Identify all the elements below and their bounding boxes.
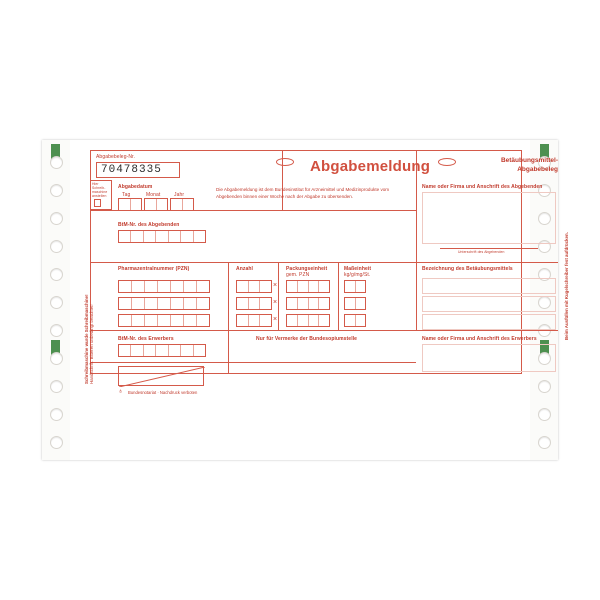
packungseinheit-field-row1[interactable] (286, 280, 330, 293)
vermerke-label: Nur für Vermerke der Bundesopiumstelle (256, 336, 358, 342)
btm-nr-erwerbers-label: BtM-Nr. des Erwerbers (118, 336, 174, 342)
bezeichnung-field-row2[interactable] (422, 296, 556, 312)
right-vertical-note: Beim Ausfüllen mit Kugelschreiber fest aufdrücken. (564, 232, 569, 340)
typewriter-hint-line2: Schreib- (92, 186, 106, 190)
feed-hole (538, 436, 551, 449)
bezeichnung-field-row3[interactable] (422, 314, 556, 330)
typewriter-hint-line4: anstellen (92, 194, 107, 198)
anzahl-field-row3[interactable] (236, 314, 272, 327)
pzn-field-row1[interactable] (118, 280, 210, 293)
feed-hole (50, 156, 63, 169)
masseinheit-field-row2[interactable] (344, 297, 366, 310)
stamp-area-divider (90, 362, 416, 363)
column-divider-masseinheit (338, 262, 339, 330)
abgabedatum-jahr-field[interactable] (170, 198, 194, 211)
packungseinheit-field-row3[interactable] (286, 314, 330, 327)
column-divider-packungseinheit (278, 262, 279, 330)
typewriter-hint-marker (94, 199, 101, 207)
typewriter-hint-line1: Hier (92, 182, 99, 186)
serial-number-value: 70478335 (101, 164, 162, 176)
feed-hole (50, 240, 63, 253)
printed-form (70, 140, 569, 460)
print-registration-oval (438, 158, 456, 166)
pzn-field-row2[interactable] (118, 297, 210, 310)
middle-band-top-divider (90, 262, 558, 263)
feed-hole (50, 212, 63, 225)
feed-hole (538, 380, 551, 393)
middle-band-bottom-divider (90, 330, 416, 331)
packungseinheit-field-row2[interactable] (286, 297, 330, 310)
feed-hole (50, 380, 63, 393)
stamp-box-diagonal (119, 367, 205, 387)
feed-hole (50, 352, 63, 365)
feed-hole (50, 408, 63, 421)
document-subtitle-line2: Abgabebeleg (517, 166, 558, 173)
masseinheit-field-row1[interactable] (344, 280, 366, 293)
feed-hole (50, 436, 63, 449)
bezeichnung-field-row1[interactable] (422, 278, 556, 294)
abgabedatum-label: Abgabedatum (118, 184, 153, 190)
name-erwerbers-field[interactable] (422, 344, 556, 372)
name-erwerbers-label: Name oder Firma und Anschrift des Erwerbers (422, 336, 537, 342)
feed-hole (538, 408, 551, 421)
abgabedatum-tag-field[interactable] (118, 198, 142, 211)
name-abgebenden-label: Name oder Firma und Anschrift des Abgebenden (422, 184, 543, 190)
masseinheit-label: Maßeinheit (344, 266, 372, 272)
abgabedatum-monat-field[interactable] (144, 198, 168, 211)
column-divider-anzahl (228, 262, 229, 330)
left-vertical-note-2: Handschrift: Bitteren unbedingt beachtet! (89, 304, 94, 384)
btm-nr-erwerbers-field[interactable] (118, 344, 206, 357)
feed-hole (50, 324, 63, 337)
feed-hole (50, 296, 63, 309)
document-title: Abgabemeldung (310, 158, 431, 175)
masseinheit-sublabel: kg/g/mg/St. (344, 272, 371, 278)
jahr-label: Jahr (174, 192, 185, 198)
form-sheet (42, 140, 569, 460)
eagle-icon: ♁ (118, 388, 124, 395)
packungseinheit-sublabel: gem. PZN (286, 272, 310, 278)
pzn-field-row3[interactable] (118, 314, 210, 327)
btm-nr-abgebenden-label: BtM-Nr. des Abgebenden (118, 222, 180, 228)
serial-number-label: Abgabebeleg-Nr. (96, 154, 136, 160)
left-vertical-note-1: Schreibmaschine wurde Schreibmaschine! (84, 294, 89, 384)
print-registration-oval (276, 158, 294, 166)
anzahl-field-row2[interactable] (236, 297, 272, 310)
multiply-symbol-row2: × (273, 299, 278, 306)
multiply-symbol-row3: × (273, 316, 278, 323)
bottom-column-divider (228, 330, 229, 374)
typewriter-hint-line3: maschine (92, 190, 108, 194)
packungseinheit-label: Packungseinheit (286, 266, 328, 272)
feed-hole (50, 184, 63, 197)
multiply-symbol-row1: × (273, 282, 278, 289)
unterschrift-label: Unterschrift des Abgebenden (458, 250, 505, 254)
right-column-divider (416, 150, 417, 330)
btm-nr-abgebenden-field[interactable] (118, 230, 206, 243)
masseinheit-field-row3[interactable] (344, 314, 366, 327)
submission-notice: Die Abgabemeldung ist dem Bundesinstitut für Arzneimittel und Medizinprodukte vom Abgebenden binnen einer Woche nach der Abgabe zu übersenden. (216, 187, 390, 200)
bezeichnung-label: Bezeichnung des Betäubungsmittels (422, 266, 513, 272)
tractor-feed-left (42, 140, 71, 460)
monat-label: Monat (146, 192, 161, 198)
footer-text: Bundesnotariat · Nachdruck verboten (128, 390, 198, 395)
middle-band-bottom-divider-right (416, 330, 558, 331)
stamp-box[interactable] (118, 366, 204, 386)
signature-line (440, 248, 538, 249)
name-abgebenden-field[interactable] (422, 192, 556, 244)
tag-label: Tag (122, 192, 131, 198)
anzahl-field-row1[interactable] (236, 280, 272, 293)
anzahl-label: Anzahl (236, 266, 253, 272)
feed-hole (50, 268, 63, 281)
document-subtitle-line1: Betäubungsmittel- (500, 157, 558, 164)
pharmazentralnummer-label: Pharmazentralnummer (PZN) (118, 266, 190, 272)
